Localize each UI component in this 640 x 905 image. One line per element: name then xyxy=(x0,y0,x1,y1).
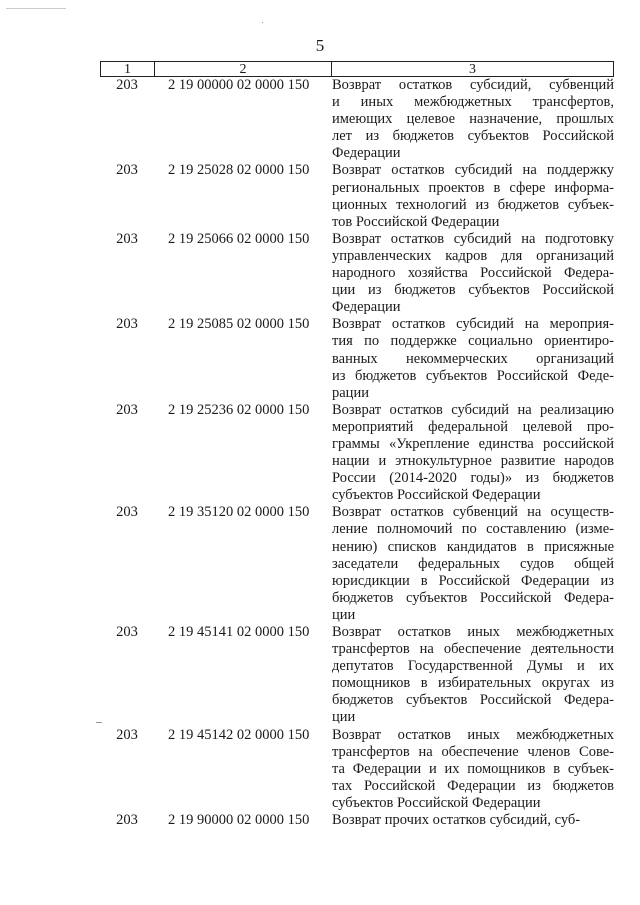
table-row xyxy=(100,624,614,727)
description-line: ванных некоммерческих организаций xyxy=(332,350,614,367)
description-line: бюджетов субъектов Российской Федера- xyxy=(332,589,614,606)
table-header xyxy=(100,61,614,77)
description-line: региональных проектов в сфере информа- xyxy=(332,179,614,196)
description-line: лет из бюджетов субъектов Российской xyxy=(332,128,614,145)
description-line: та Федерации и их помощников в субъек- xyxy=(332,760,614,777)
page-number: 5 xyxy=(315,36,325,55)
row-budget-code: 2 19 25236 02 0000 150 xyxy=(168,401,310,418)
row-budget-code: 2 19 90000 02 0000 150 xyxy=(168,812,310,829)
description-line: нению) списков кандидатов в присяжные xyxy=(332,538,614,555)
row-admin-code: 203 xyxy=(116,504,138,521)
description-line: Возврат остатков иных межбюджетных xyxy=(332,726,614,743)
row-admin-code: 203 xyxy=(116,77,138,93)
row-budget-code: 2 19 35120 02 0000 150 xyxy=(168,504,310,521)
row-budget-code: 2 19 00000 02 0000 150 xyxy=(168,77,310,93)
description-line: ции xyxy=(332,709,356,726)
description-line: заседатели федеральных судов общей xyxy=(332,555,614,572)
row-budget-code: 2 19 45141 02 0000 150 xyxy=(168,624,310,640)
row-admin-code: 203 xyxy=(116,230,138,247)
row-budget-code: 2 19 25028 02 0000 150 xyxy=(168,162,310,179)
header-col-3: 3 xyxy=(469,62,476,77)
description-line: тах Российской Федерации из бюджетов xyxy=(332,777,614,794)
table-row xyxy=(100,402,614,505)
row-admin-code: 203 xyxy=(116,401,138,418)
table-row xyxy=(100,727,614,812)
row-description xyxy=(330,402,614,505)
description-line: Возврат остатков субсидий на поддержку xyxy=(332,162,614,179)
header-col-1: 1 xyxy=(101,62,155,76)
description-line: тия по поддержке социально ориентиро- xyxy=(332,333,614,350)
table-row xyxy=(100,77,614,162)
row-description xyxy=(330,316,614,401)
row-admin-code: 203 xyxy=(116,316,138,333)
description-line: народного хозяйства Российской Федера- xyxy=(332,265,614,282)
row-description xyxy=(330,162,614,230)
description-line: тов Российской Федерации xyxy=(332,213,500,230)
row-admin-code: 203 xyxy=(116,812,138,829)
description-line: Федерации xyxy=(332,299,401,316)
description-line: Возврат остатков субвенций на осуществ- xyxy=(332,504,614,521)
description-line: мероприятий федеральной целевой про- xyxy=(332,418,614,435)
row-budget-code: 2 19 25066 02 0000 150 xyxy=(168,230,310,247)
header-col-2: 2 xyxy=(155,62,332,76)
description-line: России (2014-2020 годы)» из бюджетов xyxy=(332,470,614,487)
scan-artifact xyxy=(96,722,102,723)
description-line: Возврат остатков субсидий на мероприя- xyxy=(332,316,614,333)
description-line: Возврат остатков субсидий, субвенций xyxy=(332,77,614,93)
description-line: нации и этнокультурное развитие народов xyxy=(332,453,614,470)
table-row xyxy=(100,162,614,230)
description-line: имеющих целевое назначение, прошлых xyxy=(332,111,614,128)
row-budget-code: 2 19 25085 02 0000 150 xyxy=(168,316,310,333)
row-description xyxy=(330,624,614,727)
description-line: Возврат остатков иных межбюджетных xyxy=(332,624,614,640)
row-admin-code: 203 xyxy=(116,624,138,640)
description-line: юрисдикции в Российской Федерации из xyxy=(332,572,614,589)
description-line: трансфертов на обеспечение деятельности xyxy=(332,641,614,658)
description-line: субъектов Российской Федерации xyxy=(332,487,541,504)
description-line: ционных технологий из бюджетов субъек- xyxy=(332,196,614,213)
table-row xyxy=(100,231,614,316)
description-line: субъектов Российской Федерации xyxy=(332,794,541,811)
document-table xyxy=(100,61,614,829)
description-line: Возврат остатков субсидий на реализацию xyxy=(332,401,614,418)
table-row xyxy=(100,316,614,401)
row-admin-code: 203 xyxy=(116,726,138,743)
table-row xyxy=(100,504,614,624)
description-line: и иных межбюджетных трансфертов, xyxy=(332,94,614,111)
row-description xyxy=(330,231,614,316)
description-line: депутатов Государственной Думы и их xyxy=(332,658,614,675)
description-line: Федерации xyxy=(332,145,401,162)
description-line: бюджетов субъектов Российской Федера- xyxy=(332,692,614,709)
description-line: ции xyxy=(332,606,356,623)
row-description xyxy=(330,812,614,829)
description-line: из бюджетов субъектов Российской Феде- xyxy=(332,367,614,384)
row-description xyxy=(330,504,614,624)
description-line: рации xyxy=(332,384,369,401)
description-line: Возврат прочих остатков субсидий, суб- xyxy=(332,812,581,829)
row-description xyxy=(330,77,614,162)
row-admin-code: 203 xyxy=(116,162,138,179)
table-body xyxy=(100,77,614,829)
description-line: трансфертов на обеспечение членов Сове- xyxy=(332,743,614,760)
description-line: управленческих кадров для организаций xyxy=(332,247,614,264)
row-description xyxy=(330,727,614,812)
description-line: ление полномочий по составлению (изме- xyxy=(332,521,614,538)
scan-artifact xyxy=(262,22,263,23)
description-line: помощников в избирательных округах из xyxy=(332,675,614,692)
table-row xyxy=(100,812,614,829)
row-budget-code: 2 19 45142 02 0000 150 xyxy=(168,726,310,743)
scan-artifact xyxy=(6,8,66,9)
description-line: ции из бюджетов субъектов Российской xyxy=(332,282,614,299)
description-line: граммы «Укрепление единства российской xyxy=(332,435,614,452)
description-line: Возврат остатков субсидий на подготовку xyxy=(332,230,614,247)
